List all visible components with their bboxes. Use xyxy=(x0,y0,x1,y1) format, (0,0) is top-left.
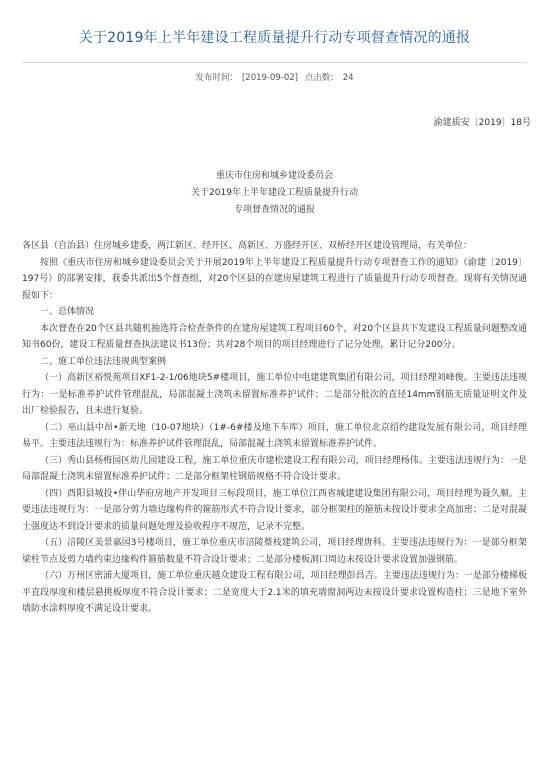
article-meta xyxy=(0,71,549,83)
title-divider xyxy=(22,62,527,63)
heading-line-1: 关于2019年上半年建设工程质量提升行动 xyxy=(191,188,358,198)
case-paragraph: （五）涪陵区美景嘉园3号楼项目，施工单位重庆市涪陵蔡枝建筑公司，项目经理唐科。主要违法违规行为：一是部分框架梁柱节点及剪力墙约束边缘构件箍筋数量不符合设计要求；二是部分楼板洞口周边未按设计要求设置加强钢筋。 xyxy=(22,538,527,565)
document-heading xyxy=(0,168,549,219)
section-heading-overview: 一、总体情况 xyxy=(40,307,95,317)
heading-line-2: 专项督查情况的通报 xyxy=(233,205,315,215)
issuer: 重庆市住房和城乡建设委员会 xyxy=(215,171,333,181)
click-count: 24 xyxy=(342,73,354,83)
article-title: 关于2019年上半年建设工程质量提升行动专项督查情况的通报 xyxy=(78,30,471,46)
publish-label: 发布时间： xyxy=(195,73,238,83)
paragraph-intro: 按照《重庆市住房和城乡建设委员会关于开展2019年上半年建设工程质量提升行动专项督查工作的通知》（渝建〔2019〕197号）的部署安排，我委共派出5个督查组，对20个区县的在建房屋建筑工程进行了质量提升行动专项督查。现将有关情况通报如下： xyxy=(22,257,527,301)
case-paragraph: （六）万州区密浦大厦项目，施工单位重庆越众建设工程有限公司，项目经理彭昌吉。主要违法违规行为：一是部分楼梯板平直段厚度和楼层悬挑板厚度不符合设计要求；二是宽度大于2.1米的填充墙窗洞两边未按设计要求设置构造柱；三是地下室外墙防水涂料厚度不满足设计要求。 xyxy=(22,571,527,614)
clicks-label: 点击数： xyxy=(304,73,339,83)
case-paragraph: （二）巫山县中昂•新天地（10-07地块）（1#-6#楼及地下车库）项目，施工单位北京绍约建设发展有限公司，项目经理易平。主要违法违规行为：标准养护试件管理混乱，局部混凝土浇筑未留置标准养护试件。 xyxy=(22,422,527,449)
paragraph-overview: 本次督查在20个区县共随机抽选符合检查条件的在建房屋建筑工程项目60个，对20个区县共下发建设工程质量问题整改通知书60份，建设工程质量督查执法建议书13份；共对28个项目的项目经理进行了记分处理，累计记分200分。 xyxy=(22,323,527,350)
case-paragraph: （三）秀山县杨梅园区幼儿园建设工程，施工单位重庆市建松建设工程有限公司，项目经理杨伟。主要违法违规行为：一是局部混凝土浇筑未留置标准养护试件；二是部分框架柱钢筋规格不符合设计要求。 xyxy=(22,455,527,482)
case-paragraph: （四）酉阳县城投•伴山华府房地产开发项目三标段项目，施工单位江西省城建建设集团有限公司，项目经理为聂久顺。主要违法违规行为：一是部分剪力墙边缘构件的箍筋形式不符合设计要求，部分框架柱的箍筋未按设计要求全高加密；二是对混凝土强度达不到设计要求的质量问题处理及验收程序不规范，记录不完整。 xyxy=(22,488,527,532)
publish-date: [2019-09-02] xyxy=(241,73,298,83)
document-body xyxy=(22,238,527,618)
document-number: 渝建质安〔2019〕18号 xyxy=(433,118,531,128)
section-heading-cases: 二、施工单位违法违规典型案例 xyxy=(40,356,167,367)
case-paragraph: （一）高新区裕悦苑项目XF1-2-1/06地块5#楼项目，施工单位中电建建筑集团有限公司，项目经理刘峰俊。主要违法违规行为：一是标准养护试件管理混乱，局部混凝土浇筑未留置标准养护试件；二是部分批次的直径14mm钢筋无质量证明文件及出厂检验报告，且未进行复验。 xyxy=(22,373,527,416)
addressee: 各区县（自治县）住房城乡建委，两江新区、经开区、高新区、万盛经开区、双桥经开区建设管理局，有关单位： xyxy=(22,241,473,251)
